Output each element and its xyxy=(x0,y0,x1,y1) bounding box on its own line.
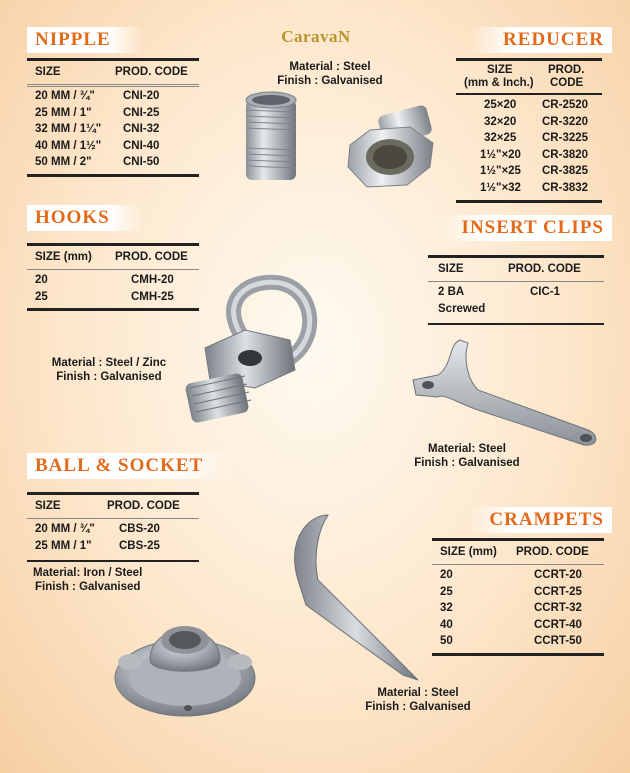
reducer-header-size: SIZE xyxy=(487,64,513,76)
table-row: 32×20 CR-3220 xyxy=(484,115,589,128)
table-row: 20 MM / ¾" CBS-20 xyxy=(35,523,160,535)
nipple-title: NIPPLE xyxy=(27,27,143,53)
hooks-title: HOOKS xyxy=(27,205,143,231)
table-row: 25 MM / 1" CNI-25 xyxy=(35,106,160,119)
hooks-header-size: SIZE (mm) xyxy=(35,251,92,263)
hooks-table xyxy=(27,243,199,311)
insert-clips-header-size: SIZE xyxy=(438,263,464,275)
hook-image xyxy=(180,278,320,428)
ball-socket-image xyxy=(110,600,260,720)
insert-clips-caption: Material: Steel Finish : Galvanised xyxy=(414,443,520,469)
crampets-title: CRAMPETS xyxy=(470,507,612,533)
ball-socket-header-size: SIZE xyxy=(35,500,61,512)
table-row: Screwed xyxy=(438,302,486,315)
table-row: 20 MM / ¾" CNI-20 xyxy=(35,90,160,102)
table-row: 40 CCRT-40 xyxy=(440,618,582,631)
table-row: 20 CMH-20 xyxy=(35,274,174,286)
reducer-image xyxy=(345,105,445,195)
nipple-header-size: SIZE xyxy=(35,66,61,78)
ball-socket-table xyxy=(27,492,199,562)
ball-socket-title: BALL & SOCKET xyxy=(27,453,233,479)
nipple-image xyxy=(240,90,350,190)
table-row: 50 CCRT-50 xyxy=(440,635,582,647)
table-row: 1½"×20 CR-3820 xyxy=(480,148,589,161)
crampet-image xyxy=(278,510,428,685)
reducer-header-code: CODE xyxy=(550,77,584,89)
table-row: 25 MM / 1" CBS-25 xyxy=(35,539,160,552)
table-row: 1½"×25 CR-3825 xyxy=(480,165,589,177)
insert-clip-image xyxy=(408,335,603,450)
table-row: 25×20 CR-2520 xyxy=(484,99,589,111)
hooks-header-code: PROD. CODE xyxy=(115,251,188,263)
ball-socket-caption: Material: Iron / Steel Finish : Galvanised xyxy=(33,567,143,593)
reducer-header-units: (mm & Inch.) xyxy=(464,77,534,89)
crampets-header-size: SIZE (mm) xyxy=(440,546,497,558)
insert-clips-header-code: PROD. CODE xyxy=(508,263,581,275)
crampets-header-code: PROD. CODE xyxy=(516,546,589,558)
table-row: 32 CCRT-32 xyxy=(440,602,582,614)
table-row: 25 CCRT-25 xyxy=(440,585,582,598)
table-row: 20 CCRT-20 xyxy=(440,569,582,581)
ball-socket-header-code: PROD. CODE xyxy=(107,500,180,512)
brand-logo: CaravaN xyxy=(281,27,351,46)
table-row: 32×25 CR-3225 xyxy=(484,132,589,144)
table-row: 2 BA CIC-1 xyxy=(438,286,561,298)
table-row: 1½"×32 CR-3832 xyxy=(480,181,589,194)
reducer-table xyxy=(456,58,602,203)
nipple-header-code: PROD. CODE xyxy=(115,66,188,78)
hooks-caption: Material : Steel / Zinc Finish : Galvanised xyxy=(51,357,167,383)
crampets-caption: Material : Steel Finish : Galvanised xyxy=(365,687,471,713)
reducer-title: REDUCER xyxy=(470,27,612,53)
table-row: 32 MM / 1¼" CNI-32 xyxy=(35,123,160,135)
table-row: 50 MM / 2" CNI-50 xyxy=(35,156,160,168)
nipple-table xyxy=(27,58,199,177)
crampets-table xyxy=(432,538,604,656)
reducer-header-prod: PROD. xyxy=(548,64,585,76)
insert-clips-title: INSERT CLIPS xyxy=(438,215,612,241)
insert-clips-table xyxy=(428,255,604,325)
table-row: 25 CMH-25 xyxy=(35,290,174,303)
nipple-caption: Material : Steel Finish : Galvanised xyxy=(277,61,383,87)
table-row: 40 MM / 1½" CNI-40 xyxy=(35,139,160,152)
